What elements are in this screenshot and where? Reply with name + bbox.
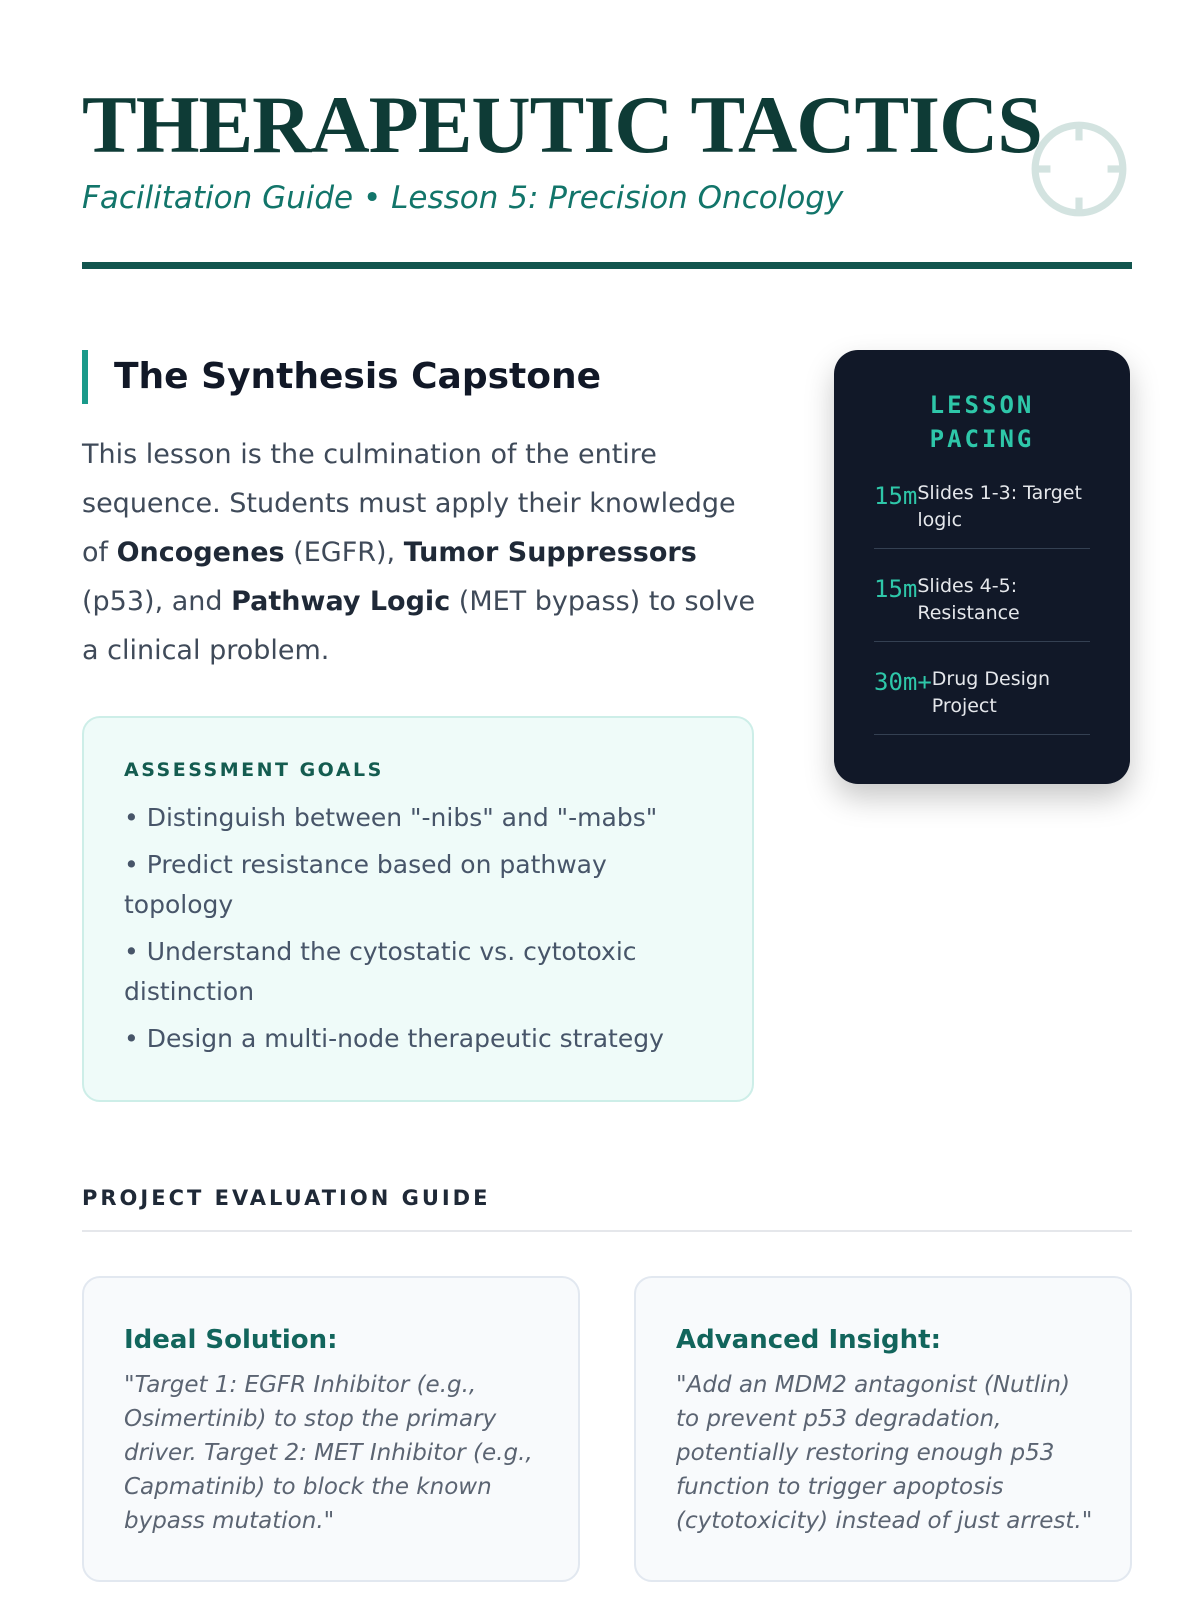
crosshair-icon bbox=[1028, 118, 1130, 220]
ideal-solution-text: "Target 1: EGFR Inhibitor (e.g., Osimertinib) to stop the primary driver. Target 2: MET Inhibitor (e.g., Capmatinib) to block the known bypass mutation." bbox=[124, 1372, 533, 1534]
pacing-label: Slides 1-3: Target logic bbox=[917, 482, 1082, 531]
pacing-time: 30m+ bbox=[874, 668, 932, 696]
pacing-row bbox=[874, 462, 1090, 549]
lesson-pacing-card bbox=[834, 350, 1130, 784]
assessment-goals-list bbox=[124, 798, 716, 1059]
pacing-time: 15m bbox=[874, 482, 918, 510]
assessment-goals-box bbox=[82, 716, 754, 1102]
ideal-solution-title: Ideal Solution: bbox=[124, 1325, 338, 1355]
pacing-label: Drug Design Project bbox=[931, 668, 1050, 717]
page-title: THERAPEUTIC TACTICS bbox=[82, 79, 1042, 170]
section-title: The Synthesis Capstone bbox=[82, 350, 601, 404]
advanced-insight-title: Advanced Insight: bbox=[676, 1325, 941, 1355]
lesson-pacing-title: LESSON PACING bbox=[929, 391, 1035, 453]
list-item: • Predict resistance based on pathway topology bbox=[124, 850, 607, 919]
intro-paragraph: This lesson is the culmination of the entire sequence. Students must apply their knowledge of Oncogenes (EGFR), Tumor Suppressors (p53), and Pathway Logic (MET bypass) to solve a clinical problem. bbox=[82, 439, 756, 666]
ideal-solution-card bbox=[82, 1276, 580, 1582]
term-pathway-logic: Pathway Logic bbox=[231, 586, 451, 617]
advanced-insight-text: "Add an MDM2 antagonist (Nutlin) to prevent p53 degradation, potentially restoring enough p53 function to trigger apoptosis (cytotoxicity) instead of just arrest." bbox=[676, 1372, 1093, 1534]
list-item: • Understand the cytostatic vs. cytotoxic distinction bbox=[124, 937, 637, 1006]
term-oncogenes: Oncogenes bbox=[116, 537, 285, 568]
evaluation-guide-title: PROJECT EVALUATION GUIDE bbox=[82, 1186, 491, 1210]
pacing-row bbox=[874, 648, 1090, 735]
term-tumor-suppressors: Tumor Suppressors bbox=[403, 537, 697, 568]
pacing-row bbox=[874, 555, 1090, 642]
list-item: • Design a multi-node therapeutic strategy bbox=[124, 1024, 664, 1053]
evaluation-divider bbox=[82, 1230, 1132, 1232]
pacing-label: Slides 4-5: Resistance bbox=[917, 575, 1020, 624]
page-subtitle: Facilitation Guide • Lesson 5: Precision Oncology bbox=[82, 180, 844, 216]
list-item: • Distinguish between "-nibs" and "-mabs" bbox=[124, 803, 658, 832]
pacing-time: 15m bbox=[874, 575, 918, 603]
header-divider bbox=[82, 262, 1132, 269]
assessment-goals-title: ASSESSMENT GOALS bbox=[124, 759, 384, 781]
page-header bbox=[82, 79, 1132, 216]
advanced-insight-card bbox=[634, 1276, 1132, 1582]
